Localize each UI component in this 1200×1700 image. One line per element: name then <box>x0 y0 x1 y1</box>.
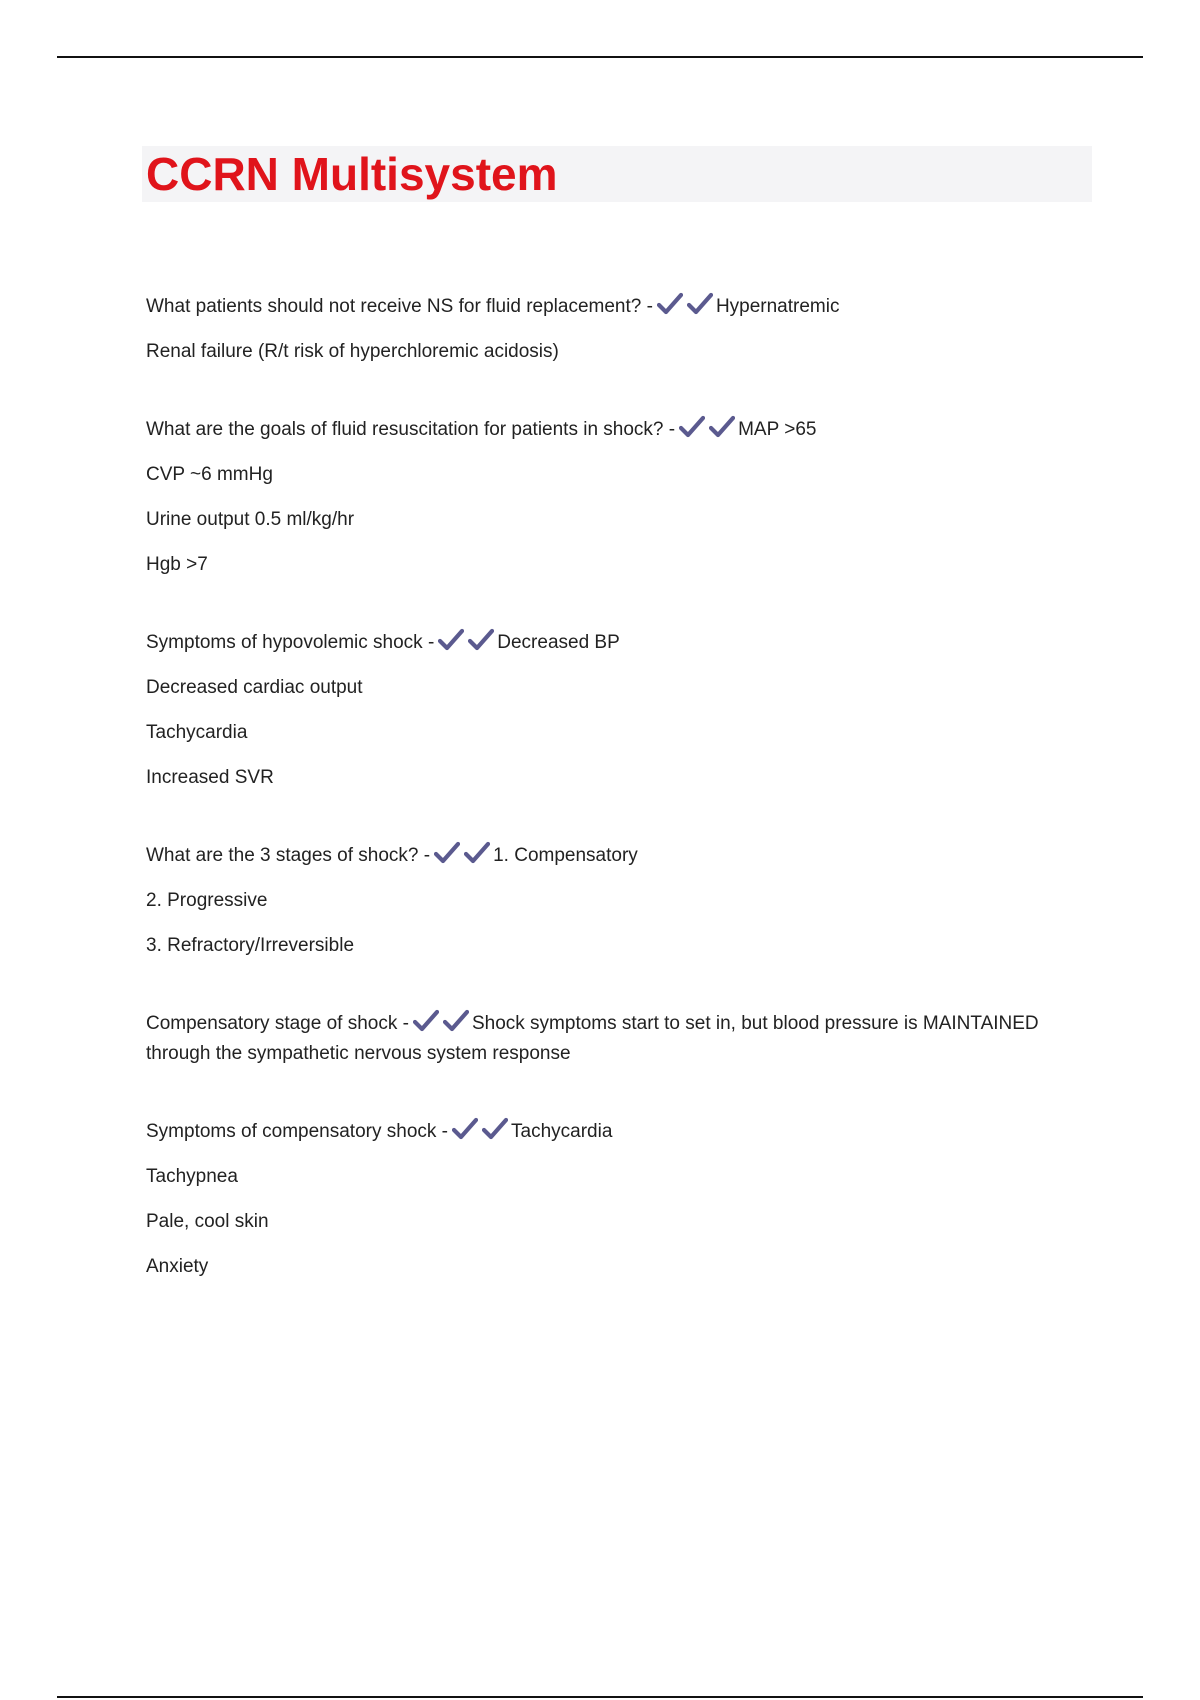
flashcard-question-line <box>146 415 1096 445</box>
answer-marker <box>434 841 490 865</box>
checkmark-icon <box>452 1117 478 1141</box>
checkmark-icon <box>709 415 735 439</box>
flashcard-question-line <box>146 1117 1096 1147</box>
question-text: What are the 3 stages of shock? - <box>146 845 431 866</box>
answer-text: Decreased BP <box>497 632 620 653</box>
flashcard <box>146 1117 1096 1282</box>
answer-line: Pale, cool skin <box>146 1211 269 1232</box>
flashcard-list <box>146 292 1096 1330</box>
checkmark-icon <box>464 841 490 865</box>
checkmark-icon <box>482 1117 508 1141</box>
answer-line: Tachypnea <box>146 1166 238 1187</box>
answer-line: Renal failure (R/t risk of hyperchloremic acidosis) <box>146 341 559 362</box>
answer-marker <box>438 628 494 652</box>
flashcard-question-line <box>146 292 1096 322</box>
document-title: CCRN Multisystem <box>146 148 558 200</box>
answer-marker <box>679 415 735 439</box>
checkmark-icon <box>679 415 705 439</box>
answer-line: CVP ~6 mmHg <box>146 464 273 485</box>
header-rule <box>57 56 1143 58</box>
answer-line: Hgb >7 <box>146 554 208 575</box>
question-text: What patients should not receive NS for fluid replacement? - <box>146 296 653 317</box>
answer-marker <box>413 1009 469 1033</box>
answer-line: Anxiety <box>146 1256 209 1277</box>
answer-line: Increased SVR <box>146 767 274 788</box>
answer-text: Shock symptoms start to set in, but blood pressure is MAINTAINED through the sympathetic nervous system response <box>146 1013 1039 1064</box>
checkmark-icon <box>434 841 460 865</box>
answer-marker <box>657 292 713 316</box>
flashcard <box>146 292 1096 367</box>
answer-marker <box>452 1117 508 1141</box>
question-text: Symptoms of hypovolemic shock - <box>146 632 435 653</box>
flashcard-question-line <box>146 841 1096 871</box>
checkmark-icon <box>468 628 494 652</box>
answer-text: MAP >65 <box>738 419 817 440</box>
answer-line: 3. Refractory/Irreversible <box>146 935 355 956</box>
question-text: What are the goals of fluid resuscitation for patients in shock? - <box>146 419 676 440</box>
flashcard-question-line <box>146 1009 1096 1069</box>
answer-line: Tachycardia <box>146 722 248 743</box>
footer-rule <box>57 1696 1143 1698</box>
flashcard <box>146 415 1096 580</box>
flashcard-question-line <box>146 628 1096 658</box>
answer-text: 1. Compensatory <box>493 845 638 866</box>
question-text: Symptoms of compensatory shock - <box>146 1121 448 1142</box>
checkmark-icon <box>687 292 713 316</box>
question-text: Compensatory stage of shock - <box>146 1013 409 1034</box>
flashcard <box>146 1009 1096 1069</box>
answer-text: Tachycardia <box>511 1121 613 1142</box>
checkmark-icon <box>657 292 683 316</box>
answer-line: 2. Progressive <box>146 890 268 911</box>
answer-line: Decreased cardiac output <box>146 677 363 698</box>
checkmark-icon <box>413 1009 439 1033</box>
checkmark-icon <box>443 1009 469 1033</box>
answer-text: Hypernatremic <box>715 296 840 317</box>
checkmark-icon <box>438 628 464 652</box>
flashcard <box>146 628 1096 793</box>
answer-line: Urine output 0.5 ml/kg/hr <box>146 509 355 530</box>
flashcard <box>146 841 1096 961</box>
